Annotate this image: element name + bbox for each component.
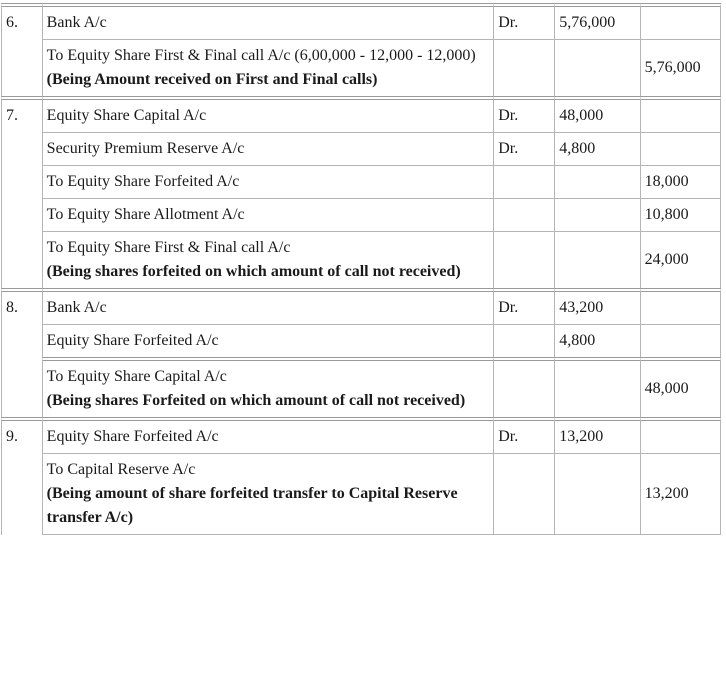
dr-marker: [493, 324, 554, 357]
dr-marker: [493, 231, 554, 288]
dr-marker: Dr.: [493, 3, 554, 39]
table-row: [1, 324, 721, 357]
particulars-cell: Bank A/c: [42, 288, 494, 324]
dr-marker: Dr.: [493, 417, 554, 453]
credit-amount: [640, 324, 721, 357]
particulars-cell: Bank A/c: [42, 3, 494, 39]
table-row: [1, 417, 721, 453]
entry-number: 9.: [1, 417, 42, 535]
credit-amount: [640, 3, 721, 39]
dr-marker: [493, 165, 554, 198]
dr-marker: Dr.: [493, 288, 554, 324]
debit-amount: [554, 165, 639, 198]
particulars-text: To Equity Share First & Final call A/c (6,00,000 - 12,000 - 12,000): [46, 47, 476, 64]
credit-amount: [640, 288, 721, 324]
particulars-cell: Equity Share Forfeited A/c: [42, 324, 494, 357]
entry-number: 7.: [1, 96, 42, 288]
table-row: [1, 3, 721, 39]
particulars-cell: Security Premium Reserve A/c: [42, 132, 494, 165]
debit-amount: [554, 198, 639, 231]
credit-amount: 18,000: [640, 165, 721, 198]
journal-entries-table: [1, 3, 721, 535]
dr-marker: [493, 39, 554, 96]
dr-marker: [493, 357, 554, 417]
particulars-text: To Equity Share First & Final call A/c: [46, 239, 291, 256]
table-row: [1, 132, 721, 165]
credit-amount: 5,76,000: [640, 39, 721, 96]
dr-marker: Dr.: [493, 132, 554, 165]
debit-amount: [554, 39, 639, 96]
debit-amount: 48,000: [554, 96, 639, 132]
debit-amount: [554, 453, 639, 535]
debit-amount: 43,200: [554, 288, 639, 324]
debit-amount: 5,76,000: [554, 3, 639, 39]
particulars-text: To Equity Share Capital A/c: [46, 368, 227, 385]
table-row: [1, 357, 721, 417]
particulars-cell: [42, 39, 494, 96]
debit-amount: 4,800: [554, 324, 639, 357]
particulars-cell: [42, 231, 494, 288]
narration-text: (Being shares Forfeited on which amount of call not received): [46, 392, 466, 409]
particulars-cell: Equity Share Capital A/c: [42, 96, 494, 132]
table-row: [1, 231, 721, 288]
debit-amount: [554, 231, 639, 288]
particulars-cell: To Equity Share Forfeited A/c: [42, 165, 494, 198]
table-row: [1, 453, 721, 535]
entry-number: 6.: [1, 3, 42, 96]
credit-amount: [640, 417, 721, 453]
narration-text: (Being amount of share forfeited transfer to Capital Reserve transfer A/c): [46, 485, 458, 526]
credit-amount: 13,200: [640, 453, 721, 535]
debit-amount: [554, 357, 639, 417]
credit-amount: 48,000: [640, 357, 721, 417]
particulars-text: To Capital Reserve A/c: [46, 461, 196, 478]
credit-amount: [640, 96, 721, 132]
particulars-cell: To Equity Share Allotment A/c: [42, 198, 494, 231]
entry-number: 8.: [1, 288, 42, 417]
narration-text: (Being shares forfeited on which amount of call not received): [46, 263, 461, 280]
credit-amount: 24,000: [640, 231, 721, 288]
dr-marker: [493, 198, 554, 231]
narration-text: (Being Amount received on First and Final calls): [46, 71, 378, 88]
table-row: [1, 165, 721, 198]
particulars-cell: [42, 453, 494, 535]
table-row: [1, 96, 721, 132]
debit-amount: 13,200: [554, 417, 639, 453]
table-row: [1, 198, 721, 231]
particulars-cell: Equity Share Forfeited A/c: [42, 417, 494, 453]
credit-amount: [640, 132, 721, 165]
dr-marker: [493, 453, 554, 535]
dr-marker: Dr.: [493, 96, 554, 132]
particulars-cell: [42, 357, 494, 417]
table-row: [1, 39, 721, 96]
debit-amount: 4,800: [554, 132, 639, 165]
table-row: [1, 288, 721, 324]
credit-amount: 10,800: [640, 198, 721, 231]
